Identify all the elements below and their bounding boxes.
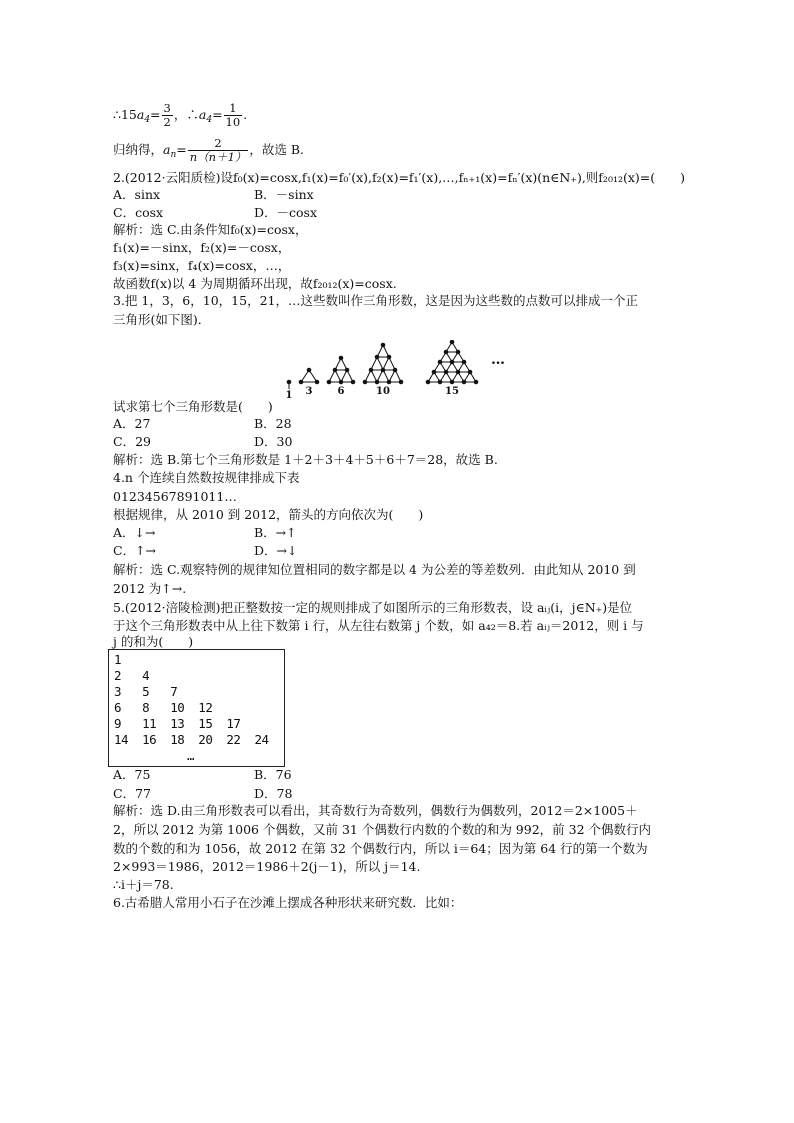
q5-option-b: B．76: [254, 767, 292, 782]
q5-line-2: 于这个三角形数表中从上往下数第 i 行，从左往右数第 j 个数，如 a₄₂＝8.若 aᵢⱼ＝2012，则 i 与: [113, 618, 644, 633]
q4-option-b: B．→↑: [254, 525, 297, 540]
q4-solution-1: 解析：选 C.观察特例的规律知位置相同的数字都是以 4 为公差的等差数列．由此知从 2010 到: [113, 562, 636, 577]
q4-line-1: 4.n 个连续自然数按规律排成下表: [113, 470, 300, 485]
q4-sequence: 01234567891011…: [113, 489, 237, 504]
q3-option-b: B．28: [254, 416, 292, 431]
table-row: 2 4: [114, 668, 150, 683]
q5-line-3: j 的和为( ): [113, 634, 194, 649]
q4-option-c: C．↑→: [113, 543, 157, 558]
fig-label-10: 10: [376, 386, 390, 397]
fraction-1-over-10: $\frac{1}{10}$: [225, 101, 241, 129]
q2-solution-2: f₁(x)=－sinx，f₂(x)=－cosx，: [113, 240, 291, 255]
table-row: 14 16 18 20 22 24: [114, 732, 269, 747]
q4-ask: 根据规律，从 2010 到 2012，箭头的方向依次为( ): [113, 507, 424, 522]
table-ellipsis: …: [187, 748, 195, 763]
triangle-15: [426, 340, 478, 384]
q2-solution-4: 故函数f(x)以 4 为周期循环出现，故f₂₀₁₂(x)=cosx.: [113, 276, 397, 291]
q3-option-d: D．30: [254, 434, 293, 449]
fig-label-ellipsis: …: [491, 352, 505, 368]
q2-solution-1: 解析：选 C.由条件知f₀(x)=cosx，: [113, 222, 308, 237]
q2-option-a: A．sinx: [113, 187, 161, 202]
fraction-general-term: $\frac{2}{n(n+1)}$: [189, 136, 247, 164]
q2-option-b: B．－sinx: [254, 187, 314, 202]
q5-solution-5: ∴i＋j＝78.: [113, 877, 174, 892]
q3-line-2: 三角形(如下图)．: [113, 312, 211, 327]
q4-solution-2: 2012 为↑→.: [113, 581, 187, 596]
triangle-10: [363, 343, 403, 384]
q3-option-a: A．27: [113, 416, 151, 431]
fig-label-1: 1: [285, 390, 293, 400]
table-row: 3 5 7: [114, 684, 178, 699]
line-1: $\therefore 15a_4=$ $\frac{3}{2}$ ，$\therefore a_4=$ $\frac{1}{10}$ .: [113, 101, 248, 129]
q3-line-1: 3.把 1，3，6，10，15，21，…这些数叫作三角形数，这是因为这些数的点数可以排成一个正: [113, 293, 638, 308]
q3-solution: 解析：选 B.第七个三角形数是 1＋2＋3＋4＋5＋6＋7＝28，故选 B.: [113, 452, 498, 467]
fraction-3-over-2: $\frac{3}{2}$: [163, 101, 171, 129]
q2-option-d: D．－cosx: [254, 205, 318, 220]
q5-solution-4: 2×993＝1986，2012＝1986＋2(j－1)，所以 j＝14.: [113, 859, 421, 874]
triangle-number-figure: [280, 340, 520, 400]
q6-line-1: 6.古希腊人常用小石子在沙滩上摆成各种形状来研究数．比如：: [113, 895, 463, 910]
q5-line-1: 5.(2012·涪陵检测)把正整数按一定的规则排成了如图所示的三角形数表，设 aᵢⱼ(i，j∈N₊)是位: [113, 600, 633, 615]
a4-symbol: $a_4$: [136, 107, 151, 125]
triangle-3: [299, 368, 319, 384]
table-row: 9 11 13 15 17: [114, 716, 241, 731]
q2-option-c: C．cosx: [113, 205, 164, 220]
triangle-6: [327, 356, 355, 384]
table-row: 6 8 10 12: [114, 700, 213, 715]
q5-option-a: A．75: [113, 767, 151, 782]
fig-label-15: 15: [445, 386, 459, 397]
q5-option-c: C．77: [113, 786, 151, 801]
q5-option-d: D．78: [254, 786, 293, 801]
q5-solution-1: 解析：选 D.由三角形数表可以看出，其奇数行为奇数列，偶数行为偶数列，2012＝2×1005＋: [113, 803, 638, 818]
q3-option-c: C．29: [113, 434, 151, 449]
q4-option-d: D．→↓: [254, 543, 298, 558]
line-2: 归纳得，$a_n=$ $\frac{2}{n(n+1)}$ ，故选 B.: [113, 136, 305, 164]
q5-solution-3: 数的个数的和为 1056，故 2012 在第 32 个偶数行内，所以 i＝64；因为第 64 行的第一个数为: [113, 841, 648, 856]
fig-label-6: 6: [337, 386, 345, 397]
q2-text: 2.(2012·云阳质检)设f₀(x)=cosx,f₁(x)=f₀′(x),f₂(x)=f₁′(x),…,fₙ₊₁(x)=fₙ′(x)(n∈N₊),则f₂₀₁₂(x)=( ): [113, 170, 686, 185]
table-row: 1: [114, 652, 122, 667]
q3-ask: 试求第七个三角形数是( ): [113, 399, 273, 414]
triangle-number-table: [108, 649, 285, 767]
fig-label-3: 3: [305, 386, 313, 397]
q2-solution-3: f₃(x)=sinx，f₄(x)=cosx，…，: [113, 258, 291, 273]
q4-option-a: A．↓→: [113, 525, 156, 540]
q5-solution-2: 2，所以 2012 为第 1006 个偶数，又前 31 个偶数行内数的个数的和为 992，前 32 个偶数行内: [113, 822, 652, 837]
